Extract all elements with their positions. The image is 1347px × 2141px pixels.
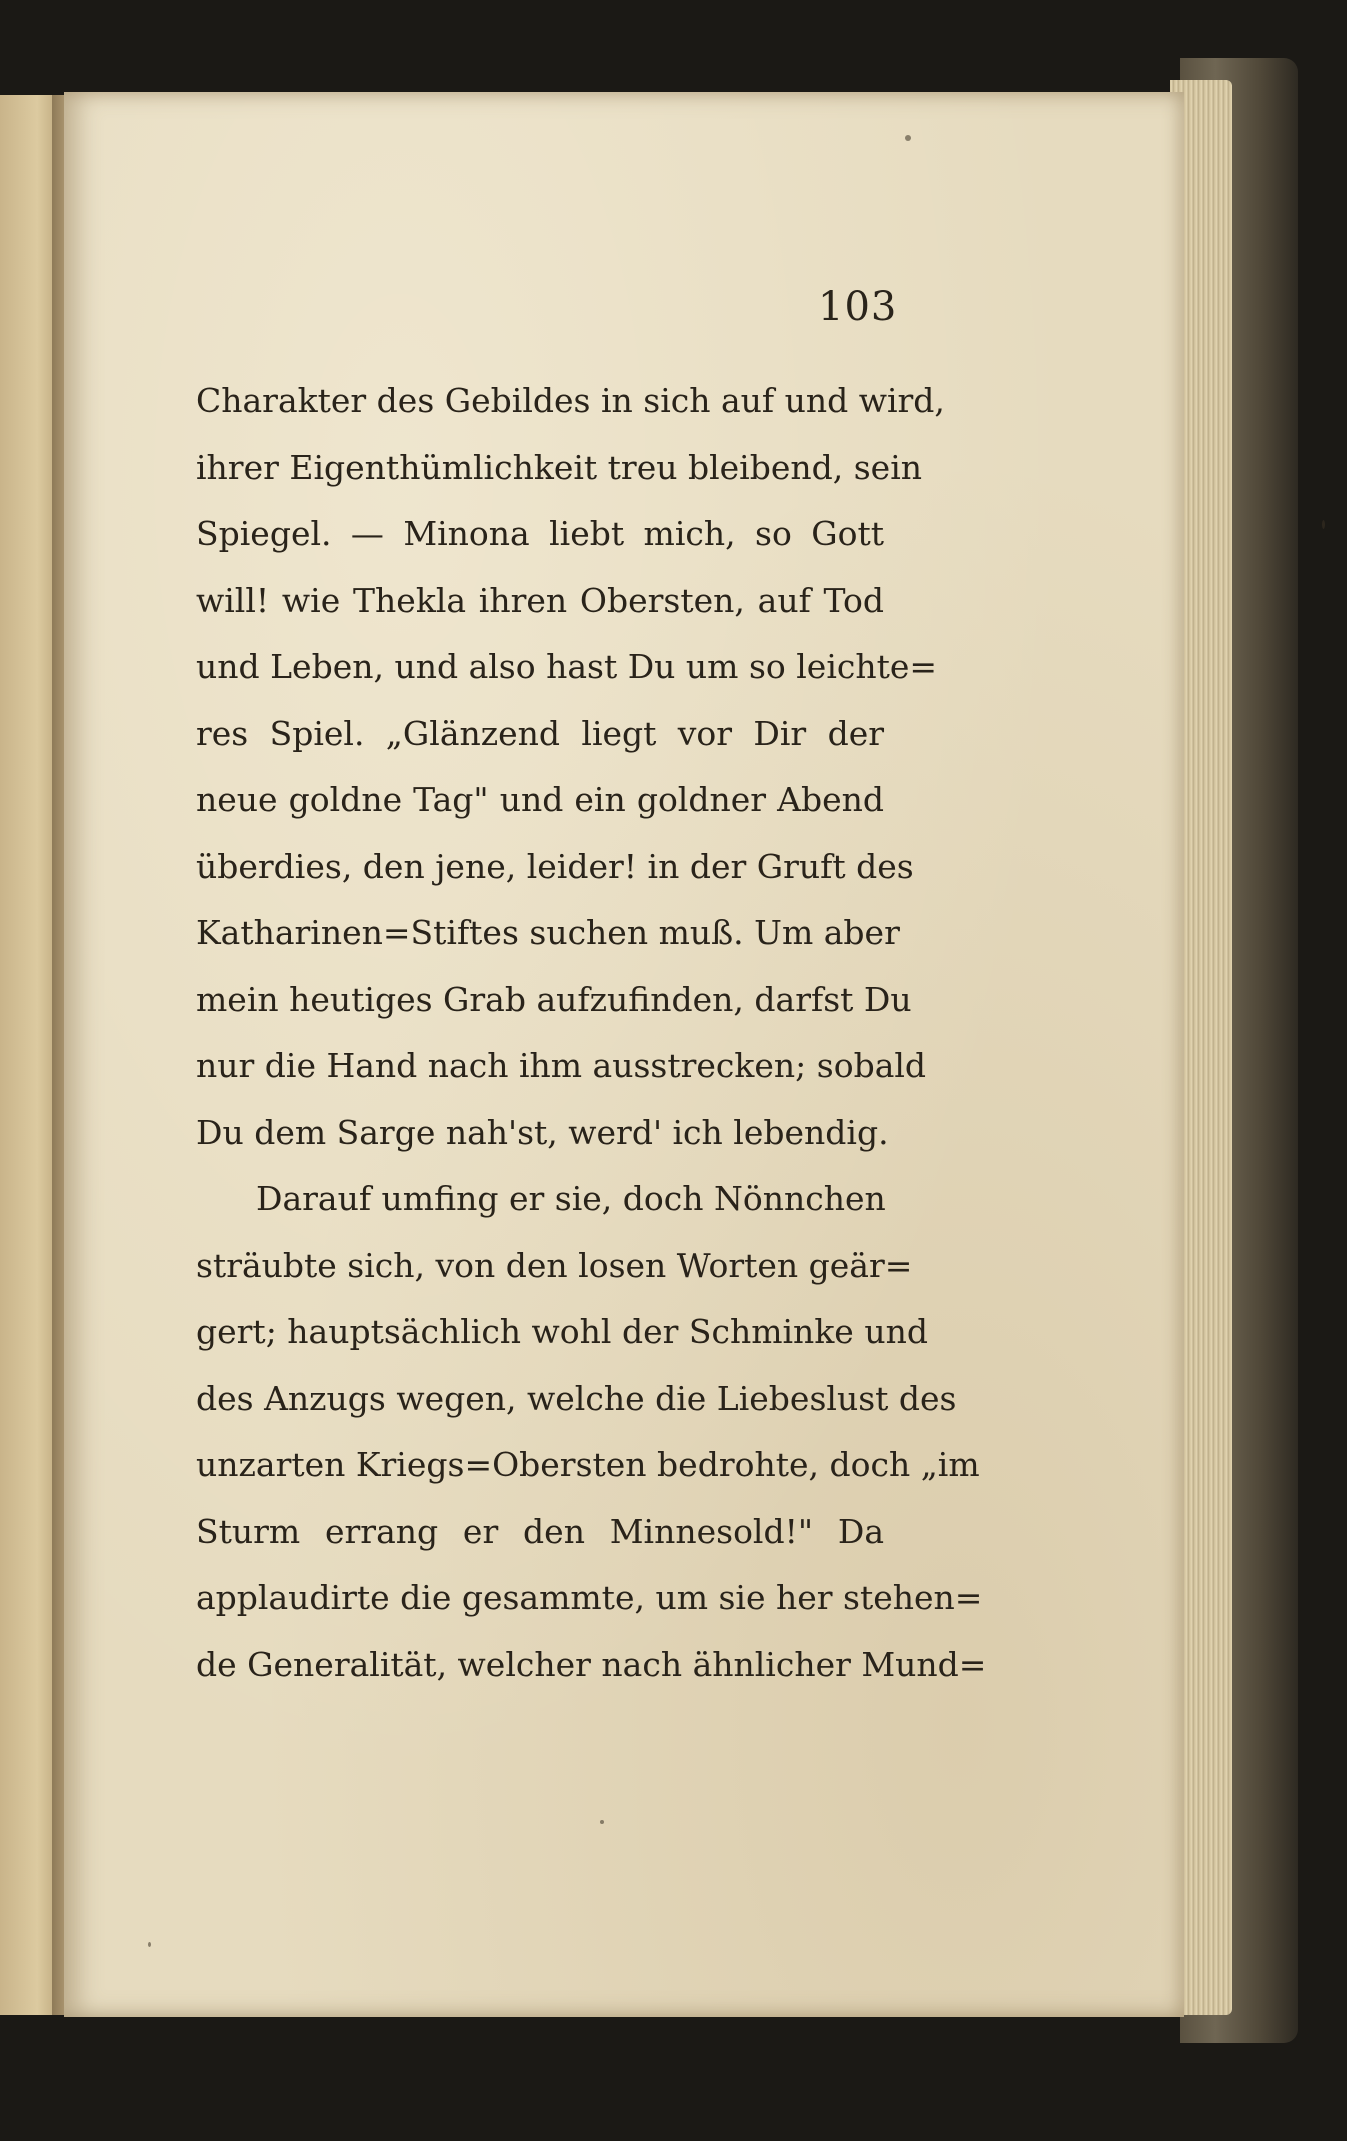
paragraph-first-line: Darauf umfing er sie, doch Nönnchen <box>256 1179 886 1218</box>
paper-speck <box>600 1820 604 1824</box>
paper-speck <box>905 135 911 141</box>
text-line: nur die Hand nach ihm ausstrecken; sobald <box>196 1046 927 1085</box>
text-line: Charakter des Gebildes in sich auf und wird, <box>196 381 945 420</box>
text-line: applaudirte die gesammte, um sie her stehen= <box>196 1578 983 1617</box>
paper-speck <box>1322 520 1325 529</box>
text-line: Sturm errang er den Minnesold!" Da <box>196 1511 884 1551</box>
text-line: gert; hauptsächlich wohl der Schminke und <box>196 1312 928 1351</box>
text-line: Katharinen=Stiftes suchen muß. Um aber <box>196 913 900 952</box>
page-body-text <box>196 368 987 1698</box>
text-line: Du dem Sarge nah'st, werd' ich lebendig. <box>196 1112 889 1152</box>
text-line: mein heutiges Grab aufzufinden, darfst Du <box>196 979 912 1019</box>
text-line: will! wie Thekla ihren Obersten, auf Tod <box>196 580 884 620</box>
text-line: ihrer Eigenthümlichkeit treu bleibend, sein <box>196 447 923 487</box>
text-line: überdies, den jene, leider! in der Gruft des <box>196 846 914 886</box>
paper-speck <box>148 1942 151 1947</box>
text-line: res Spiel. „Glänzend liegt vor Dir der <box>196 713 884 753</box>
page-number: 103 <box>818 284 898 330</box>
text-line: und Leben, und also hast Du um so leichte= <box>196 647 938 686</box>
text-line: neue goldne Tag" und ein goldner Abend <box>196 780 884 819</box>
text-line: Spiegel. — Minona liebt mich, so Gott <box>196 514 884 553</box>
text-line: sträubte sich, von den losen Worten geär= <box>196 1245 913 1285</box>
text-line: unzarten Kriegs=Obersten bedrohte, doch „im <box>196 1445 980 1484</box>
text-line: des Anzugs wegen, welche die Liebeslust des <box>196 1378 957 1418</box>
text-line: de Generalität, welcher nach ähnlicher Mund= <box>196 1644 987 1684</box>
